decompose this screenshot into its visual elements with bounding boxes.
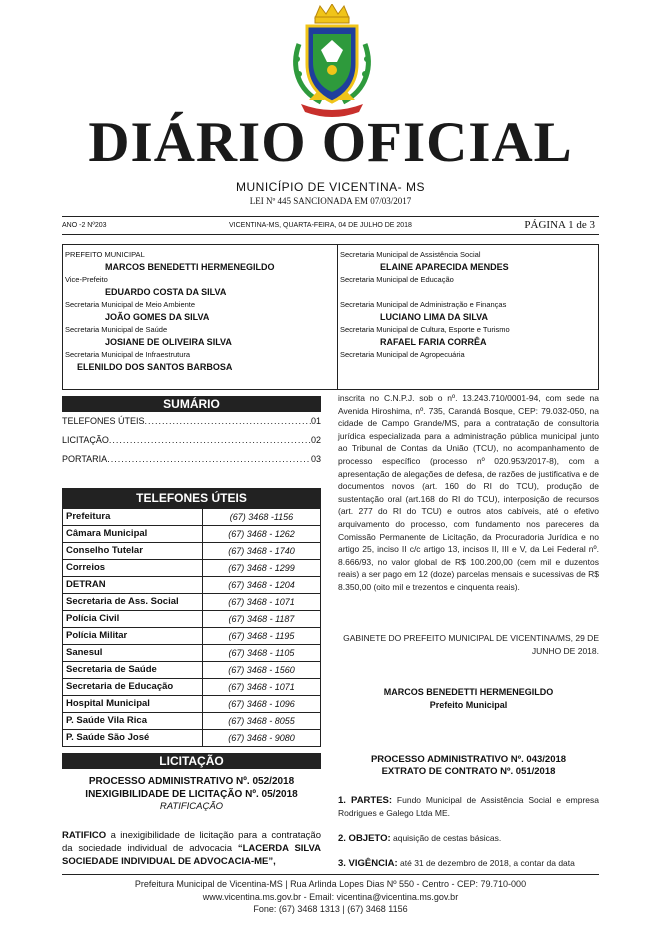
phone-entity: P. Saúde São José [63, 730, 203, 746]
authorities-right-column [340, 249, 510, 360]
phone-entity: Conselho Tutelar [63, 543, 203, 559]
phone-entity: Secretaria de Saúde [63, 662, 203, 678]
phone-number: (67) 3468 - 1096 [228, 699, 295, 709]
table-row [63, 576, 320, 593]
phone-entity: P. Saúde Vila Rica [63, 713, 203, 729]
phone-number: (67) 3468 - 9080 [228, 733, 295, 743]
table-row [63, 644, 320, 661]
table-row [63, 559, 320, 576]
phone-number: (67) 3468 - 1560 [228, 665, 295, 675]
clause-partes [338, 794, 599, 819]
authority-name: MARCOS BENEDETTI HERMENEGILDO [105, 262, 275, 272]
table-row [63, 610, 320, 627]
edition-number: ANO -2 Nº203 [62, 222, 107, 229]
signer-role: Prefeito Municipal [429, 700, 508, 710]
municipality-name: MUNICÍPIO DE VICENTINA- MS [235, 180, 425, 194]
phone-entity: Secretaria de Educação [63, 679, 203, 695]
authority-role: Secretaria Municipal de Educação [340, 275, 454, 284]
table-row [63, 695, 320, 712]
table-row [63, 627, 320, 644]
phone-entity: DETRAN [63, 577, 203, 593]
edition-date: VICENTINA-MS, QUARTA-FEIRA, 04 DE JULHO DE 2018 [229, 222, 412, 229]
sumario-item[interactable] [62, 412, 321, 431]
phone-entity: Câmara Municipal [63, 526, 203, 542]
ratifico-paragraph [62, 829, 321, 868]
clause-text: aquisição de cestas básicas. [390, 833, 502, 843]
licitacao-inexigibilidade: INEXIGIBILIDADE DE LICITAÇÃO Nº. 05/2018 [85, 789, 298, 800]
sumario-item-label: LICITAÇÃO [62, 435, 109, 445]
table-row [63, 508, 320, 525]
clause-label: 1. PARTES: [338, 795, 393, 806]
leader-dots [107, 450, 311, 469]
clause-text: Fundo Municipal de Assistência Social e empresa Rodrigues e Galego Ltda ME. [338, 795, 599, 818]
phone-entity: Sanesul [63, 645, 203, 661]
sumario-item-label: PORTARIA [62, 454, 108, 464]
phone-number: (67) 3468 - 1195 [228, 631, 295, 641]
phone-number: (67) 3468 - 1071 [228, 682, 295, 692]
phone-number: (67) 3468 -1156 [229, 512, 294, 522]
phone-number: (67) 3468 - 1299 [228, 563, 295, 573]
phone-number: (67) 3468 - 1204 [228, 580, 295, 590]
authority-role: Vice-Prefeito [65, 275, 108, 284]
licitacao-processo: PROCESSO ADMINISTRATIVO Nº. 052/2018 [88, 776, 295, 787]
contract-paragraph: inscrita no C.N.P.J. sob o nº. 13.243.710/0001-94, com sede na Avenida Hiroshima, nº. 735, Carandá Bosque, CEP: 79.032-050, na cidade de Campo Grande/MS, para a contratação de consultoria jurídica especializada para a administração pública municipal junto ao Tribunal de Contas da União (TCU), no acompanhamento de processo específico (processo nº 020.953/2017-8), com a apresentação de alegações de defesa, de razões de justificativa e de documentos novos (art. 160 do RI do TCU), produção de sustentação oral (art.168 do RI do TCU), interposição de recursos (art. 277 do RI do TCU) e outros atos cabíveis, até o efetivo arquivamento do processo, com fundamento nos pareceres da Comissão Permanente de Licitação, da Procuradoria Jurídica e no artigo 25, inciso II c/c artigo 13, incisos II, III e V, da Lei Federal nº. 8.666/93, no valor global de R$ 100.200,00 (cem mil e duzentos reais) a ser pago em 12 (doze) parcelas mensais e sucessivas de R$ 8.350,00 (oito mil e trezentos e cinquenta reais). [338, 393, 599, 592]
clause-vigencia [338, 857, 599, 870]
footer-phones: Fone: (67) 3468 1313 | (67) 3468 1156 [253, 904, 408, 915]
useful-phones-heading: TELEFONES ÚTEIS [63, 489, 320, 508]
table-row [63, 661, 320, 678]
law-reference: LEI Nº 445 SANCIONADA EM 07/03/2017 [249, 196, 412, 206]
footer-web-email: www.vicentina.ms.gov.br - Email: vicentina@vicentina.ms.gov.br [202, 891, 459, 902]
gabinete-date-line: GABINETE DO PREFEITO MUNICIPAL DE VICENTINA/MS, 29 DE JUNHO DE 2018. [343, 633, 599, 656]
signature-block [338, 686, 599, 712]
leader-dots [109, 431, 311, 450]
edition-bar [62, 218, 599, 234]
sumario-item[interactable] [62, 431, 321, 450]
table-row [63, 729, 320, 746]
sumario-item[interactable] [62, 450, 321, 469]
municipal-coat-of-arms-icon [287, 4, 377, 120]
licitacao-header-block [62, 775, 321, 813]
ratifico-text: a inexigibilidade de licitação para a contratação da sociedade individual de advocacia [62, 830, 321, 854]
phone-entity: Polícia Civil [63, 611, 203, 627]
bottom-rule [62, 234, 599, 235]
authority-name: EDUARDO COSTA DA SILVA [105, 287, 227, 297]
clause-objeto [338, 832, 599, 845]
authority-role: Secretaria Municipal de Cultura, Esporte e Turismo [340, 325, 510, 334]
table-row [63, 712, 320, 729]
column-divider [337, 245, 338, 389]
newspaper-title: DIÁRIO OFICIAL [88, 111, 573, 174]
sumario-item-page: 02 [310, 435, 321, 445]
authority-name: ELENILDO DOS SANTOS BARBOSA [77, 362, 233, 372]
clause-label: 2. OBJETO: [338, 833, 391, 844]
page-indicator: PÁGINA 1 de 3 [524, 219, 595, 231]
phone-entity: Correios [63, 560, 203, 576]
processo-header [338, 754, 599, 778]
sumario-item-label: TELEFONES ÚTEIS [62, 416, 145, 426]
page-footer [62, 878, 599, 916]
authorities-left-column [65, 249, 275, 374]
phone-number: (67) 3468 - 1740 [228, 546, 295, 556]
phone-number: (67) 3468 - 1071 [228, 597, 295, 607]
clause-label: 3. VIGÊNCIA: [338, 858, 398, 869]
authority-name: RAFAEL FARIA CORRÊA [380, 337, 487, 347]
footer-rule [62, 874, 599, 875]
phone-entity: Hospital Municipal [63, 696, 203, 712]
sumario-heading: SUMÁRIO [62, 396, 321, 412]
table-row [63, 525, 320, 542]
authorities-box [62, 244, 599, 390]
processo-title: PROCESSO ADMINISTRATIVO Nº. 043/2018 [370, 754, 567, 765]
phone-entity: Prefeitura [63, 509, 203, 525]
authority-role: Secretaria Municipal de Agropecuária [340, 350, 465, 359]
footer-address: Prefeitura Municipal de Vicentina-MS | Rua Arlinda Lopes Dias Nº 550 - Centro - CEP: 79.710-000 [134, 879, 527, 889]
authority-role: Secretaria Municipal de Assistência Social [340, 250, 481, 259]
authority-role: Secretaria Municipal de Saúde [65, 325, 168, 334]
ratifico-lead: RATIFICO [62, 830, 107, 841]
authority-name: ELAINE APARECIDA MENDES [380, 262, 509, 272]
top-rule [62, 216, 599, 217]
table-row [63, 542, 320, 559]
leader-dots [145, 412, 311, 431]
extrato-title: EXTRATO DE CONTRATO Nº. 051/2018 [381, 766, 556, 777]
clause-text: até 31 de dezembro de 2018, a contar da data [397, 858, 575, 868]
authority-name: LUCIANO LIMA DA SILVA [380, 312, 488, 322]
ratifico-contractor: “LACERDA SILVA SOCIEDADE INDIVIDUAL DE ADVOCACIA-ME”, [62, 843, 322, 867]
phone-entity: Secretaria de Ass. Social [63, 594, 203, 610]
licitacao-heading: LICITAÇÃO [62, 753, 321, 769]
phone-entity: Polícia Militar [63, 628, 203, 644]
phone-number: (67) 3468 - 8055 [228, 716, 295, 726]
authority-name: JOÃO GOMES DA SILVA [105, 312, 210, 322]
licitacao-ratificacao: RATIFICAÇÃO [159, 801, 224, 812]
sumario-item-page: 03 [310, 454, 321, 464]
table-row [63, 678, 320, 695]
useful-phones-table [62, 488, 321, 747]
sumario-item-page: 01 [310, 416, 321, 426]
authority-role: Secretaria Municipal de Administração e Finanças [340, 300, 507, 309]
authority-role: Secretaria Municipal de Infraestrutura [65, 350, 191, 359]
phone-number: (67) 3468 - 1105 [228, 648, 295, 658]
phone-number: (67) 3468 - 1187 [228, 614, 295, 624]
table-row [63, 593, 320, 610]
phone-number: (67) 3468 - 1262 [228, 529, 295, 539]
authority-name: JOSIANE DE OLIVEIRA SILVA [105, 337, 232, 347]
sumario-list [62, 412, 321, 469]
signer-name: MARCOS BENEDETTI HERMENEGILDO [383, 687, 554, 697]
authority-role: Secretaria Municipal de Meio Ambiente [65, 300, 196, 309]
authority-name [340, 285, 510, 299]
authority-role: PREFEITO MUNICIPAL [65, 250, 145, 259]
